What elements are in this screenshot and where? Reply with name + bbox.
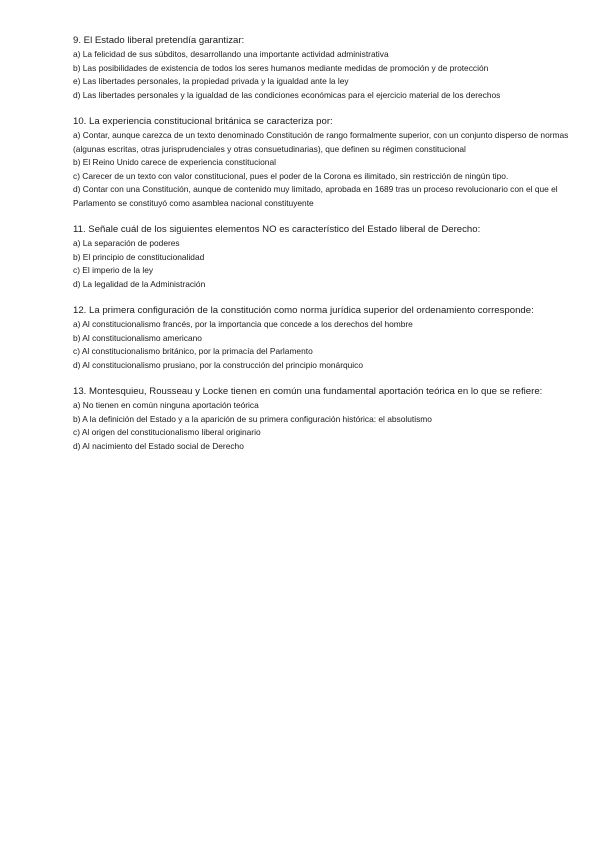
option-b: b) El Reino Unido carece de experiencia constitucional	[73, 157, 276, 167]
question-9	[73, 34, 573, 102]
option-c: c) Carecer de un texto con valor constitucional, pues el poder de la Corona es ilimitado, sin restricción de ningún tipo.	[73, 170, 509, 181]
option-c: c) Al constitucionalismo británico, por la primacía del Parlamento	[73, 346, 313, 356]
option-a: a) Al constitucionalismo francés, por la importancia que concede a los derechos del hombre	[73, 319, 413, 329]
question-stem: 9. El Estado liberal pretendía garantizar:	[73, 35, 245, 46]
option-c: c) El imperio de la ley	[73, 265, 154, 275]
option-a: a) La separación de poderes	[73, 238, 180, 248]
option-a: a) No tienen en común ninguna aportación teórica	[73, 400, 259, 410]
question-12	[73, 304, 573, 372]
option-b: b) A la definición del Estado y a la aparición de su primera configuración histórica: el absolutismo	[73, 413, 432, 424]
option-a: a) La felicidad de sus súbditos, desarrollando una importante actividad administrativa	[73, 49, 389, 59]
question-11	[73, 223, 573, 291]
option-c: c) Al origen del constitucionalismo liberal originario	[73, 427, 261, 437]
option-d: d) Al constitucionalismo prusiano, por la construcción del principio monárquico	[73, 359, 364, 370]
option-d: d) Contar con una Constitución, aunque de contenido muy limitado, aprobada en 1689 tras un proceso revolucionario con el que el Parlamento se constituyó como asamblea nacional constituyente	[73, 184, 558, 208]
option-d: d) Al nacimiento del Estado social de Derecho	[73, 440, 244, 451]
question-stem: 11. Señale cuál de los siguientes elementos NO es característico del Estado liberal de Derecho:	[73, 224, 481, 235]
question-stem: 12. La primera configuración de la constitución como norma jurídica superior del ordenamiento corresponde:	[73, 305, 534, 316]
question-stem: 13. Montesquieu, Rousseau y Locke tienen en común una fundamental aportación teórica en lo que se refiere:	[73, 386, 543, 397]
option-b: b) Al constitucionalismo americano	[73, 332, 202, 343]
option-b: b) Las posibilidades de existencia de todos los seres humanos mediante medidas de promoción y de protección	[73, 62, 489, 73]
question-stem: 10. La experiencia constitucional británica se caracteriza por:	[73, 116, 333, 127]
option-d: d) La legalidad de la Administración	[73, 278, 206, 289]
document-page	[73, 34, 573, 466]
option-d: d) Las libertades personales y la igualdad de las condiciones económicas para el ejercicio material de los derechos	[73, 89, 501, 100]
option-a: a) Contar, aunque carezca de un texto denominado Constitución de rango formalmente superior, con un conjunto disperso de normas (algunas escritas, otras jurisprudenciales y otras consuetudinarias), que definen su régimen constitucional	[73, 130, 569, 154]
question-10	[73, 115, 573, 210]
option-b: b) El principio de constitucionalidad	[73, 251, 205, 262]
option-c: e) Las libertades personales, la propiedad privada y la igualdad ante la ley	[73, 76, 349, 86]
question-13	[73, 385, 573, 453]
